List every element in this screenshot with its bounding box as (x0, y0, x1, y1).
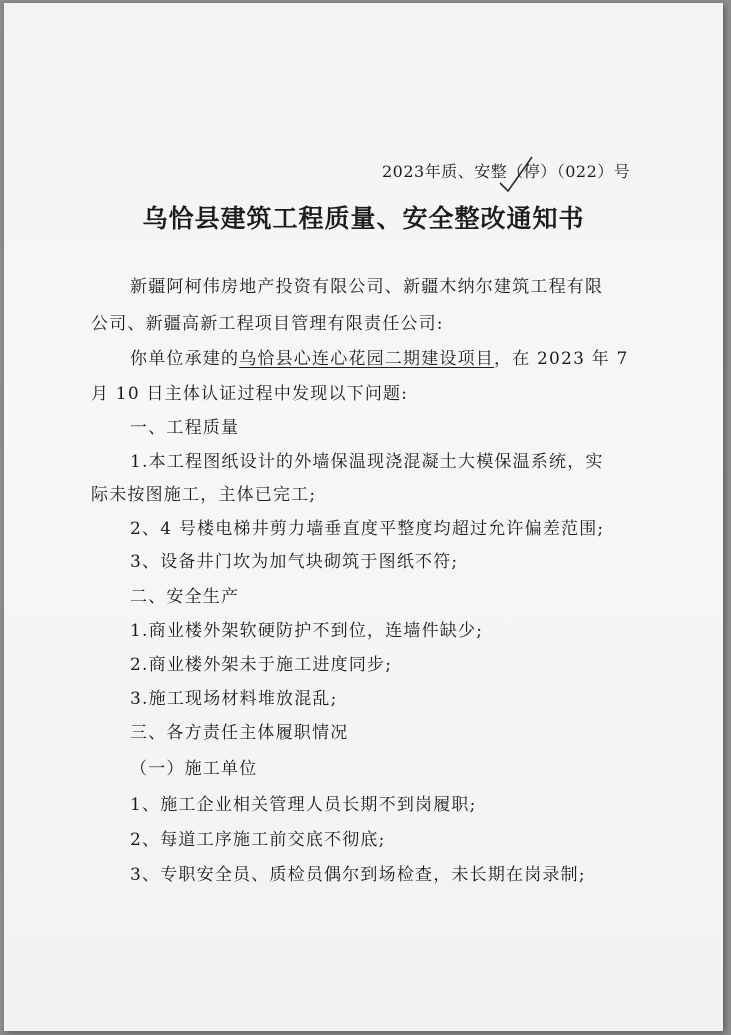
safety-item-2: 2.商业楼外架未于施工进度同步; (130, 655, 393, 675)
intro-line-2: 月 10 日主体认证过程中发现以下问题: (91, 384, 409, 404)
document-title: 乌恰县建筑工程质量、安全整改通知书 (142, 204, 585, 233)
intro-suffix: ，在 2023 年 7 (494, 349, 629, 369)
addressee-line-2: 公司、新疆高新工程项目管理有限责任公司: (91, 314, 444, 334)
quality-item-1-line-2: 际未按图施工，主体已完工; (91, 485, 317, 505)
quality-item-2: 2、4 号楼电梯井剪力墙垂直度平整度均超过允许偏差范围; (130, 519, 605, 539)
section-heading-quality: 一、工程质量 (130, 418, 240, 438)
safety-item-1: 1.商业楼外架软硬防护不到位，连墙件缺少; (130, 621, 484, 641)
document-page (4, 3, 723, 1031)
intro-line-1 (130, 348, 629, 370)
quality-item-1-line-1: 1.本工程图纸设计的外墙保温现浇混凝土大模保温系统，实 (130, 452, 604, 472)
section-heading-responsibility: 三、各方责任主体履职情况 (130, 723, 349, 743)
contractor-item-2: 2、每道工序施工前交底不彻底; (130, 830, 386, 850)
quality-item-3: 3、设备井门坎为加气块砌筑于图纸不符; (130, 552, 459, 572)
addressee-line-1: 新疆阿柯伟房地产投资有限公司、新疆木纳尔建筑工程有限 (130, 277, 604, 297)
project-name: 乌恰县心连心花园二期建设项目 (239, 349, 495, 369)
intro-prefix: 你单位承建的 (130, 349, 240, 369)
document-number: 2023年质、安整（停）（022）号 (382, 162, 631, 181)
subsection-heading-contractor: （一）施工单位 (130, 759, 258, 779)
safety-item-3: 3.施工现场材料堆放混乱; (130, 689, 338, 709)
contractor-item-3: 3、专职安全员、质检员偶尔到场检查，未长期在岗录制; (130, 865, 586, 885)
contractor-item-1: 1、施工企业相关管理人员长期不到岗履职; (130, 795, 477, 815)
section-heading-safety: 二、安全生产 (130, 587, 240, 607)
